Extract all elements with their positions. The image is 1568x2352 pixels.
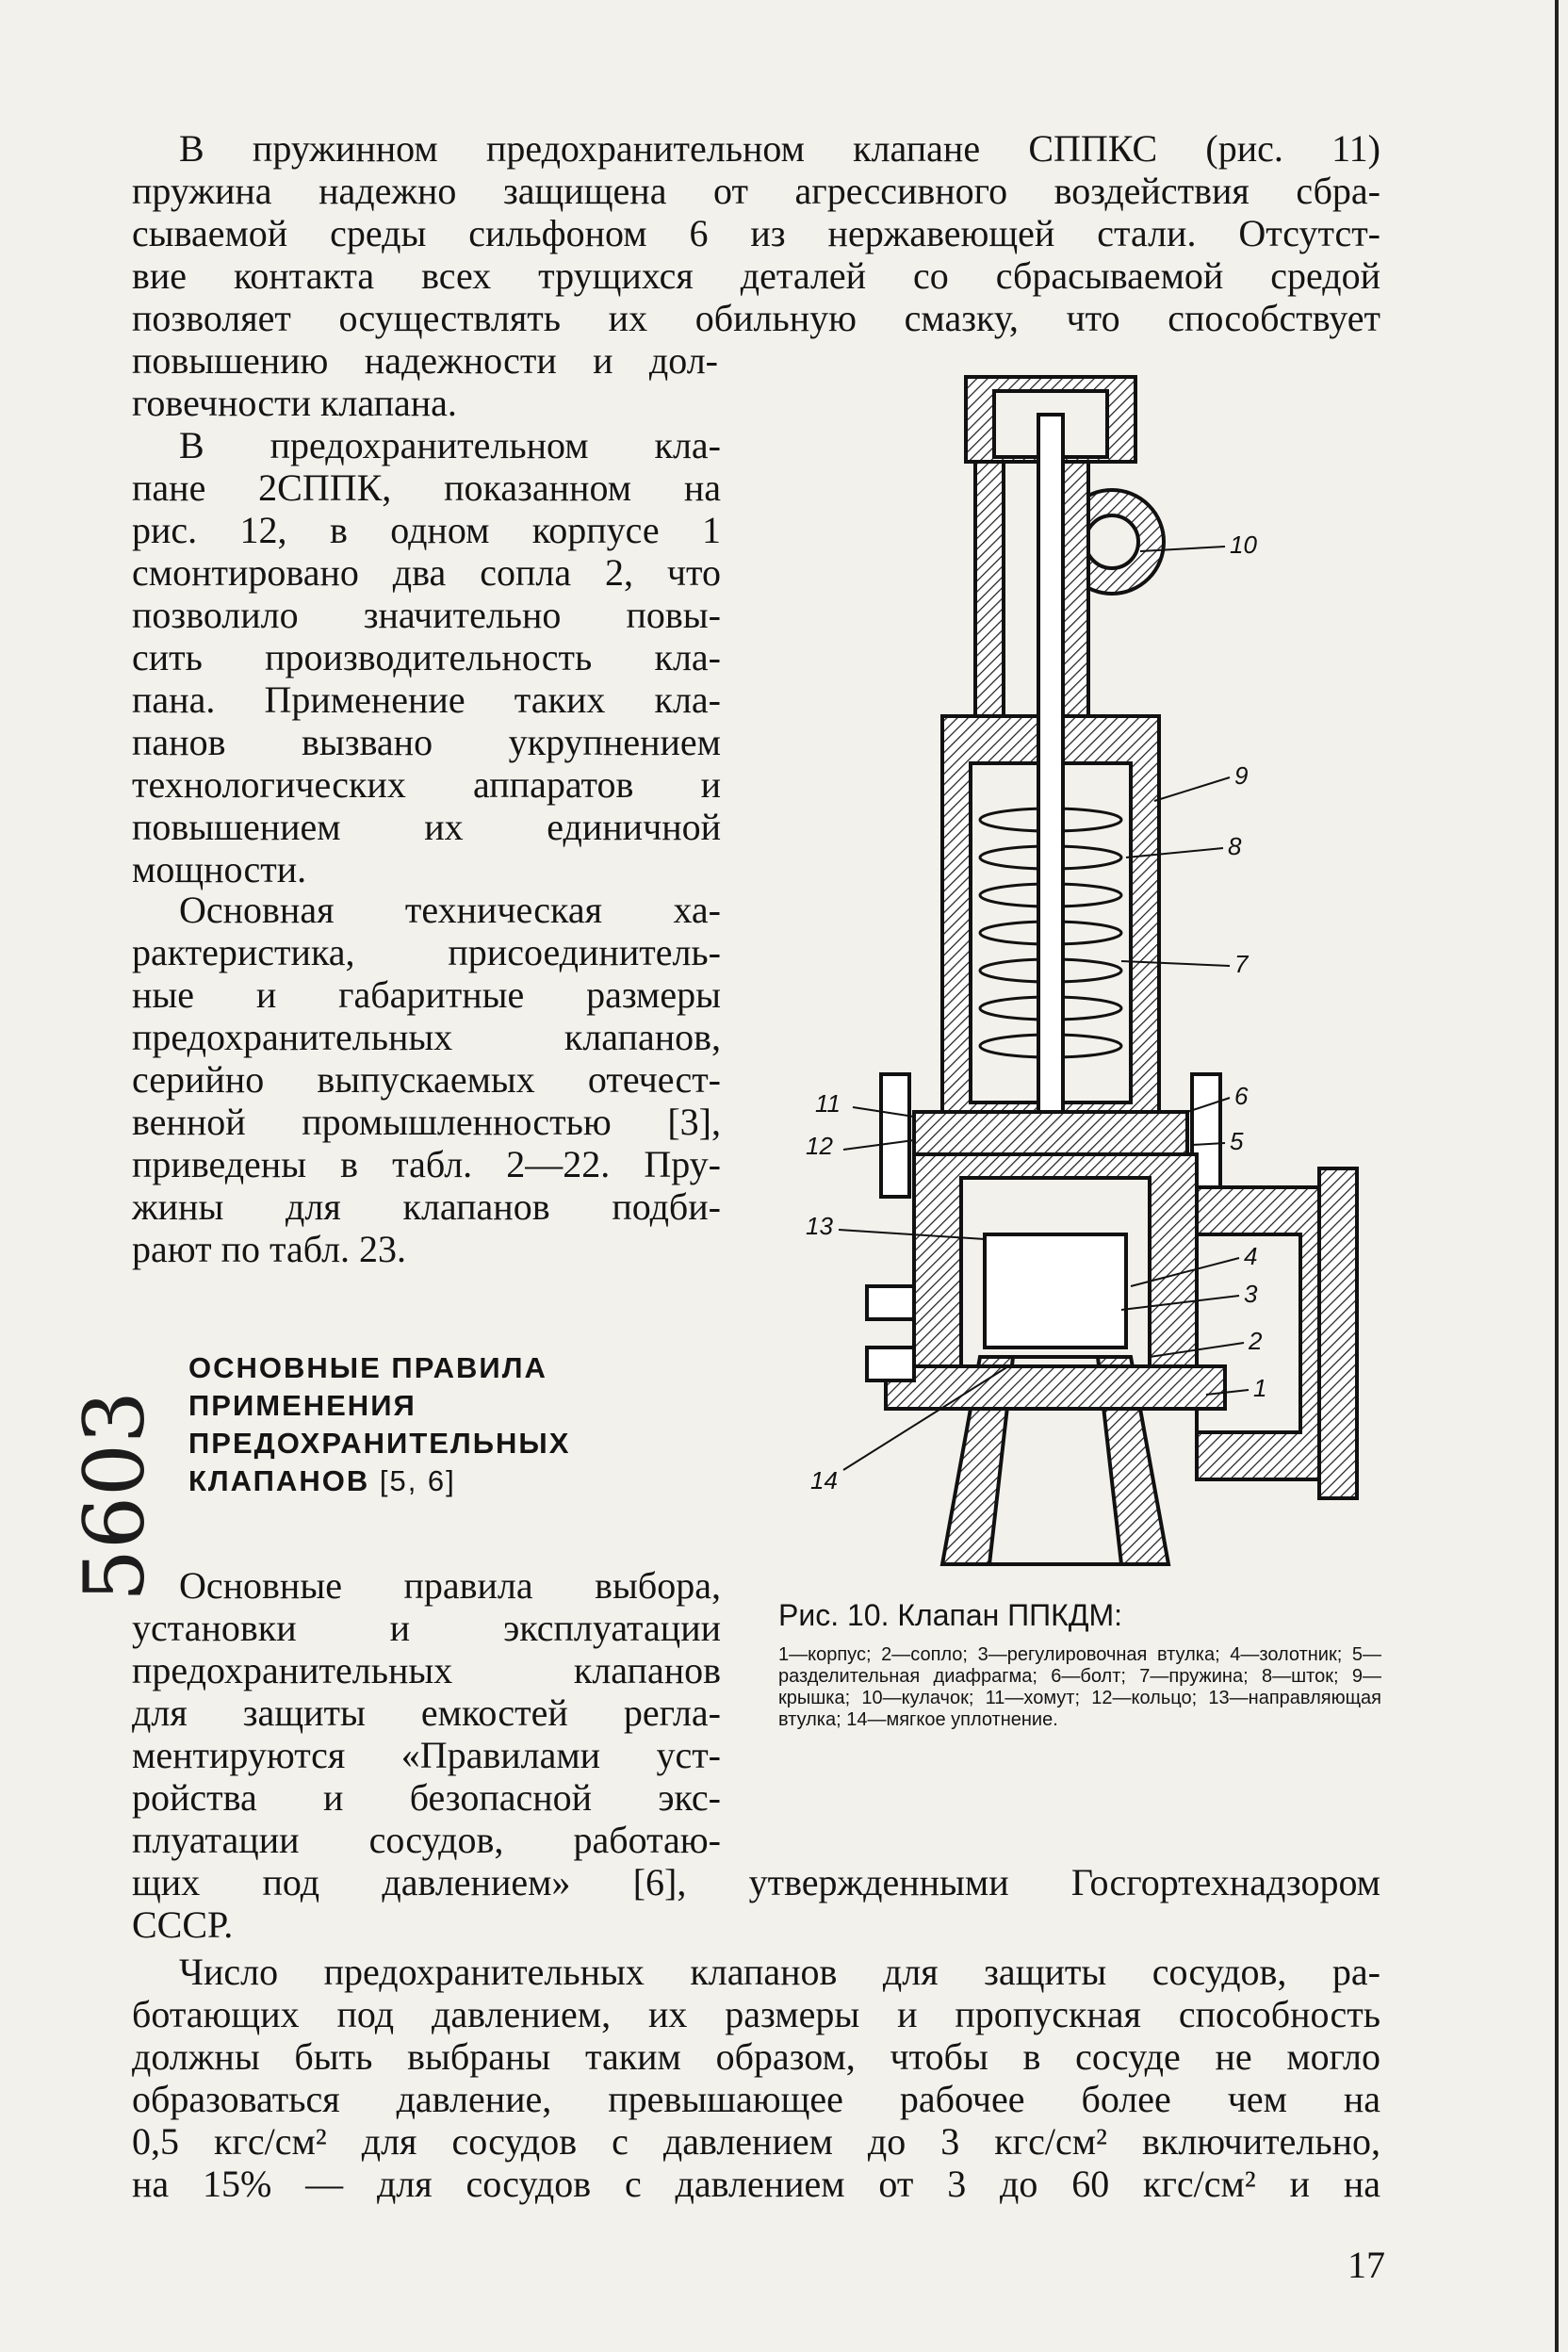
text-line: для защиты емкостей регла- xyxy=(132,1691,721,1734)
text-line: позволяет осуществлять их обильную смазку, что способствует xyxy=(132,297,1380,339)
callout-10: 10 xyxy=(1230,531,1257,559)
callout-8: 8 xyxy=(1228,832,1242,860)
text-line: пружина надежно защищена от агрессивного воздействия сбра- xyxy=(132,170,1380,212)
text-line: на 15% — для сосудов с давлением от 3 до 60 кгс/см² и на xyxy=(132,2163,1380,2205)
paragraph-4 xyxy=(132,1564,721,1861)
text-line: ройства и безопасной экс- xyxy=(132,1776,721,1819)
text-line: рактеристика, присоединитель- xyxy=(132,931,721,973)
paragraph-2 xyxy=(132,424,721,890)
text-line: жины для клапанов подби- xyxy=(132,1185,721,1228)
text-line: Число предохранительных клапанов для защиты сосудов, ра- xyxy=(179,1951,1380,1993)
callout-6: 6 xyxy=(1234,1082,1249,1110)
text-line: технологических аппаратов и xyxy=(132,763,721,806)
text-line: 0,5 кгс/см² для сосудов с давлением до 3 кгс/см² включительно, xyxy=(132,2120,1380,2163)
text-line: позволило значительно повы- xyxy=(132,594,721,636)
text-line: повышением их единичной xyxy=(132,806,721,848)
text-line: мощности. xyxy=(132,848,307,890)
paragraph-3 xyxy=(132,889,721,1270)
handwritten-note-text: 5603 xyxy=(66,1391,163,1602)
text-line: пане 2СППК, показанном на xyxy=(132,466,721,509)
heading-line xyxy=(188,1462,678,1500)
text-line: пана. Применение таких кла- xyxy=(132,678,721,721)
text-line: повышению надежности и дол- xyxy=(132,339,718,382)
text-line: предохранительных клапанов, xyxy=(132,1016,721,1058)
heading-line: ОСНОВНЫЕ ПРАВИЛА xyxy=(188,1351,547,1384)
text-line: установки и эксплуатации xyxy=(132,1607,721,1649)
callout-3: 3 xyxy=(1244,1280,1258,1308)
text-line: сить производительность кла- xyxy=(132,636,721,678)
figure-caption-legend: 1—корпус; 2—сопло; 3—регулировочная втулка; 4—золотник; 5—разделительная диафрагма; 6—болт; 7—пружина; 8—шток; 9—крышка; 10—кулачок; 11—хомут; 12—кольцо; 13—направляющая втулка; 14—мягкое уплотнение. xyxy=(778,1644,1381,1730)
callout-4: 4 xyxy=(1244,1242,1258,1270)
heading-line: ПРИМЕНЕНИЯ xyxy=(188,1389,416,1422)
text-line: щих под давлением» [6], утвержденными Госгортехнадзором xyxy=(132,1861,1380,1903)
callout-13: 13 xyxy=(806,1212,833,1240)
valve-body xyxy=(867,377,1357,1564)
page-number: 17 xyxy=(1348,2244,1385,2286)
figure-caption-title: Рис. 10. Клапан ППКДМ: xyxy=(778,1598,1123,1632)
text-line: говечности клапана. xyxy=(132,382,457,424)
text-line: В предохранительном кла- xyxy=(179,424,721,466)
callout-2: 2 xyxy=(1249,1327,1263,1355)
callout-5: 5 xyxy=(1230,1127,1244,1155)
text-line: серийно выпускаемых отечест- xyxy=(132,1058,721,1101)
section-heading xyxy=(188,1349,678,1500)
text-line: рис. 12, в одном корпусе 1 xyxy=(132,509,721,551)
paragraph-5 xyxy=(132,1951,1380,2205)
callout-14: 14 xyxy=(810,1466,838,1494)
heading-line: ПРЕДОХРАНИТЕЛЬНЫХ xyxy=(188,1427,571,1460)
text-line: плуатации сосудов, работаю- xyxy=(132,1819,721,1861)
text-line: рают по табл. 23. xyxy=(132,1228,407,1270)
heading-reference: [5, 6] xyxy=(379,1464,456,1497)
callout-7: 7 xyxy=(1234,950,1249,978)
text-line: сываемой среды сильфоном 6 из нержавеющей стали. Отсутст- xyxy=(132,212,1380,254)
paragraph-4-continued xyxy=(132,1861,1380,1946)
text-line: приведены в табл. 2—22. Пру- xyxy=(132,1143,721,1185)
valve-drawing xyxy=(773,358,1385,1583)
text-line: ботающих под давлением, их размеры и пропускная способность xyxy=(132,1993,1380,2035)
text-line: смонтировано два сопла 2, что xyxy=(132,551,721,594)
text-line: панов вызвано укрупнением xyxy=(132,721,721,763)
scan-edge-line xyxy=(1555,0,1559,2352)
text-line: образоваться давление, превышающее рабочее более чем на xyxy=(132,2078,1380,2120)
text-line: вие контакта всех трущихся деталей со сбрасываемой средой xyxy=(132,254,1380,297)
text-line: предохранительных клапанов xyxy=(132,1649,721,1691)
text-line: венной промышленностью [3], xyxy=(132,1101,721,1143)
text-line: ные и габаритные размеры xyxy=(132,973,721,1016)
text-line: Основная техническая ха- xyxy=(179,889,721,931)
callout-11: 11 xyxy=(815,1089,841,1118)
text-line: Основные правила выбора, xyxy=(179,1564,721,1607)
callout-9: 9 xyxy=(1234,761,1249,790)
text-line: ментируются «Правилами уст- xyxy=(132,1734,721,1776)
callout-1: 1 xyxy=(1253,1374,1267,1402)
heading-line-text: КЛАПАНОВ xyxy=(188,1464,370,1497)
text-line: В пружинном предохранительном клапане СППКС (рис. 11) xyxy=(179,127,1380,170)
callout-12: 12 xyxy=(806,1132,833,1160)
text-line: СССР. xyxy=(132,1903,234,1946)
text-line: должны быть выбраны таким образом, чтобы в сосуде не могло xyxy=(132,2035,1380,2078)
